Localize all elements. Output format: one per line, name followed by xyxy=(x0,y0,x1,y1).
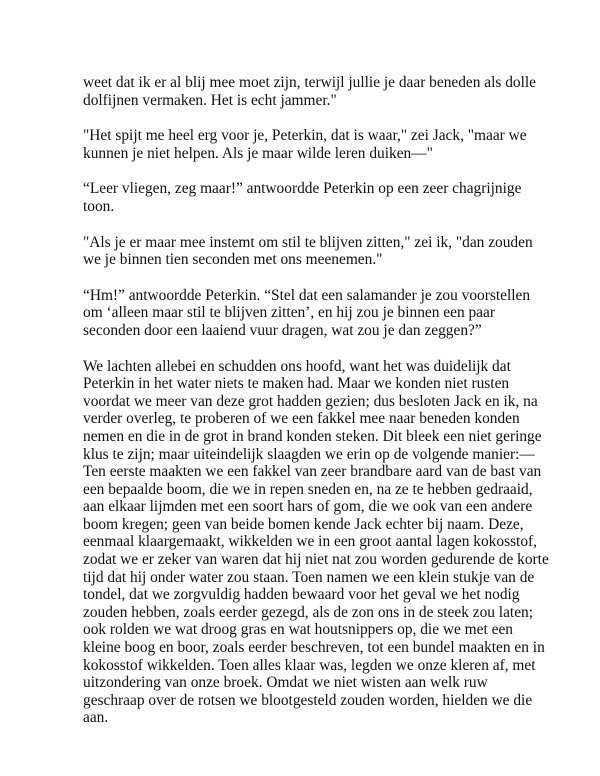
text-line: nemen en die in de grot in brand konden steken. Dit bleek een niet geringe xyxy=(83,427,542,445)
text-line: dolfijnen vermaken. Het is echt jammer." xyxy=(83,91,337,109)
text-line: “Hm!” antwoordde Peterkin. “Stel dat een salamander je zou voorstellen xyxy=(83,286,531,304)
paragraph xyxy=(83,287,538,340)
text-line: eenmaal klaargemaakt, wikkelden we in een groot aantal lagen kokosstof, xyxy=(83,533,538,551)
text-line: zouden hebben, zoals eerder gezegd, als de zon ons in de steek zou laten; xyxy=(83,603,533,621)
text-line: ook rolden we wat droog gras en wat houtsnippers op, die we met een xyxy=(83,621,513,639)
paragraph xyxy=(83,234,538,269)
text-line: aan. xyxy=(83,709,109,727)
text-line: tondel, dat we zorgvuldig hadden bewaard voor het geval we het nodig xyxy=(83,586,520,604)
text-line: "Het spijt me heel erg voor je, Peterkin, dat is waar," zei Jack, "maar we xyxy=(83,127,527,145)
text-line: We lachten allebei en schudden ons hoofd, want het was duidelijk dat xyxy=(83,357,511,375)
text-line: kleine boog en boor, zoals eerder beschreven, tot een bundel maakten en in xyxy=(83,639,545,657)
text-line: uitzondering van onze broek. Omdat we niet wisten aan welk ruw xyxy=(83,674,488,692)
body-text xyxy=(83,74,549,745)
paragraph xyxy=(83,74,538,109)
text-line: geschraap over de rotsen we blootgesteld zouden worden, hielden we die xyxy=(83,691,533,709)
text-line: verder overleg, te proberen of we een fakkel mee naar beneden konden xyxy=(83,410,520,428)
text-line: Peterkin in het water niets te maken had. Maar we konden niet rusten xyxy=(83,375,510,393)
text-line: aan elkaar lijmden met een soort hars of gom, die we ook van een andere xyxy=(83,498,533,516)
text-line: weet dat ik er al blij mee moet zijn, terwijl jullie je daar beneden als dolle xyxy=(83,74,537,91)
text-line: tijd dat hij onder water zou staan. Toen namen we een klein stukje van de xyxy=(83,568,535,586)
text-line: voordat we meer van deze grot hadden gezien; dus besloten Jack en ik, na xyxy=(83,392,538,410)
text-line: "Als je er maar mee instemt om stil te blijven zitten," zei ik, "dan zouden xyxy=(83,233,533,251)
text-line: “Leer vliegen, zeg maar!” antwoordde Peterkin op een zeer chagrijnige xyxy=(83,180,522,198)
text-line: om ‘alleen maar stil te blijven zitten’, en hij zou je binnen een paar xyxy=(83,304,495,322)
paragraph xyxy=(83,127,538,162)
text-line: boom kregen; geen van beide bomen kende Jack echter bij naam. Deze, xyxy=(83,515,524,533)
text-line: seconden door een laaiend vuur dragen, wat zou je dan zeggen?” xyxy=(83,321,482,339)
text-line: een bepaalde boom, die we in repen sneden en, na ze te hebben gedraaid, xyxy=(83,480,533,498)
text-line: Ten eerste maakten we een fakkel van zeer brandbare aard van de bast van xyxy=(83,463,542,481)
paragraph xyxy=(83,357,549,727)
text-line: zodat we er zeker van waren dat hij niet nat zou worden gedurende de korte xyxy=(83,551,549,569)
paragraph xyxy=(83,180,538,215)
text-line: kunnen je niet helpen. Als je maar wilde leren duiken—" xyxy=(83,144,433,162)
text-line: toon. xyxy=(83,197,115,215)
text-line: klus te zijn; maar uiteindelijk slaagden we erin op de volgende manier:— xyxy=(83,445,535,463)
text-line: we je binnen tien seconden met ons meenemen." xyxy=(83,251,383,269)
text-line: kokosstof wikkelden. Toen alles klaar was, legden we onze kleren af, met xyxy=(83,656,536,674)
